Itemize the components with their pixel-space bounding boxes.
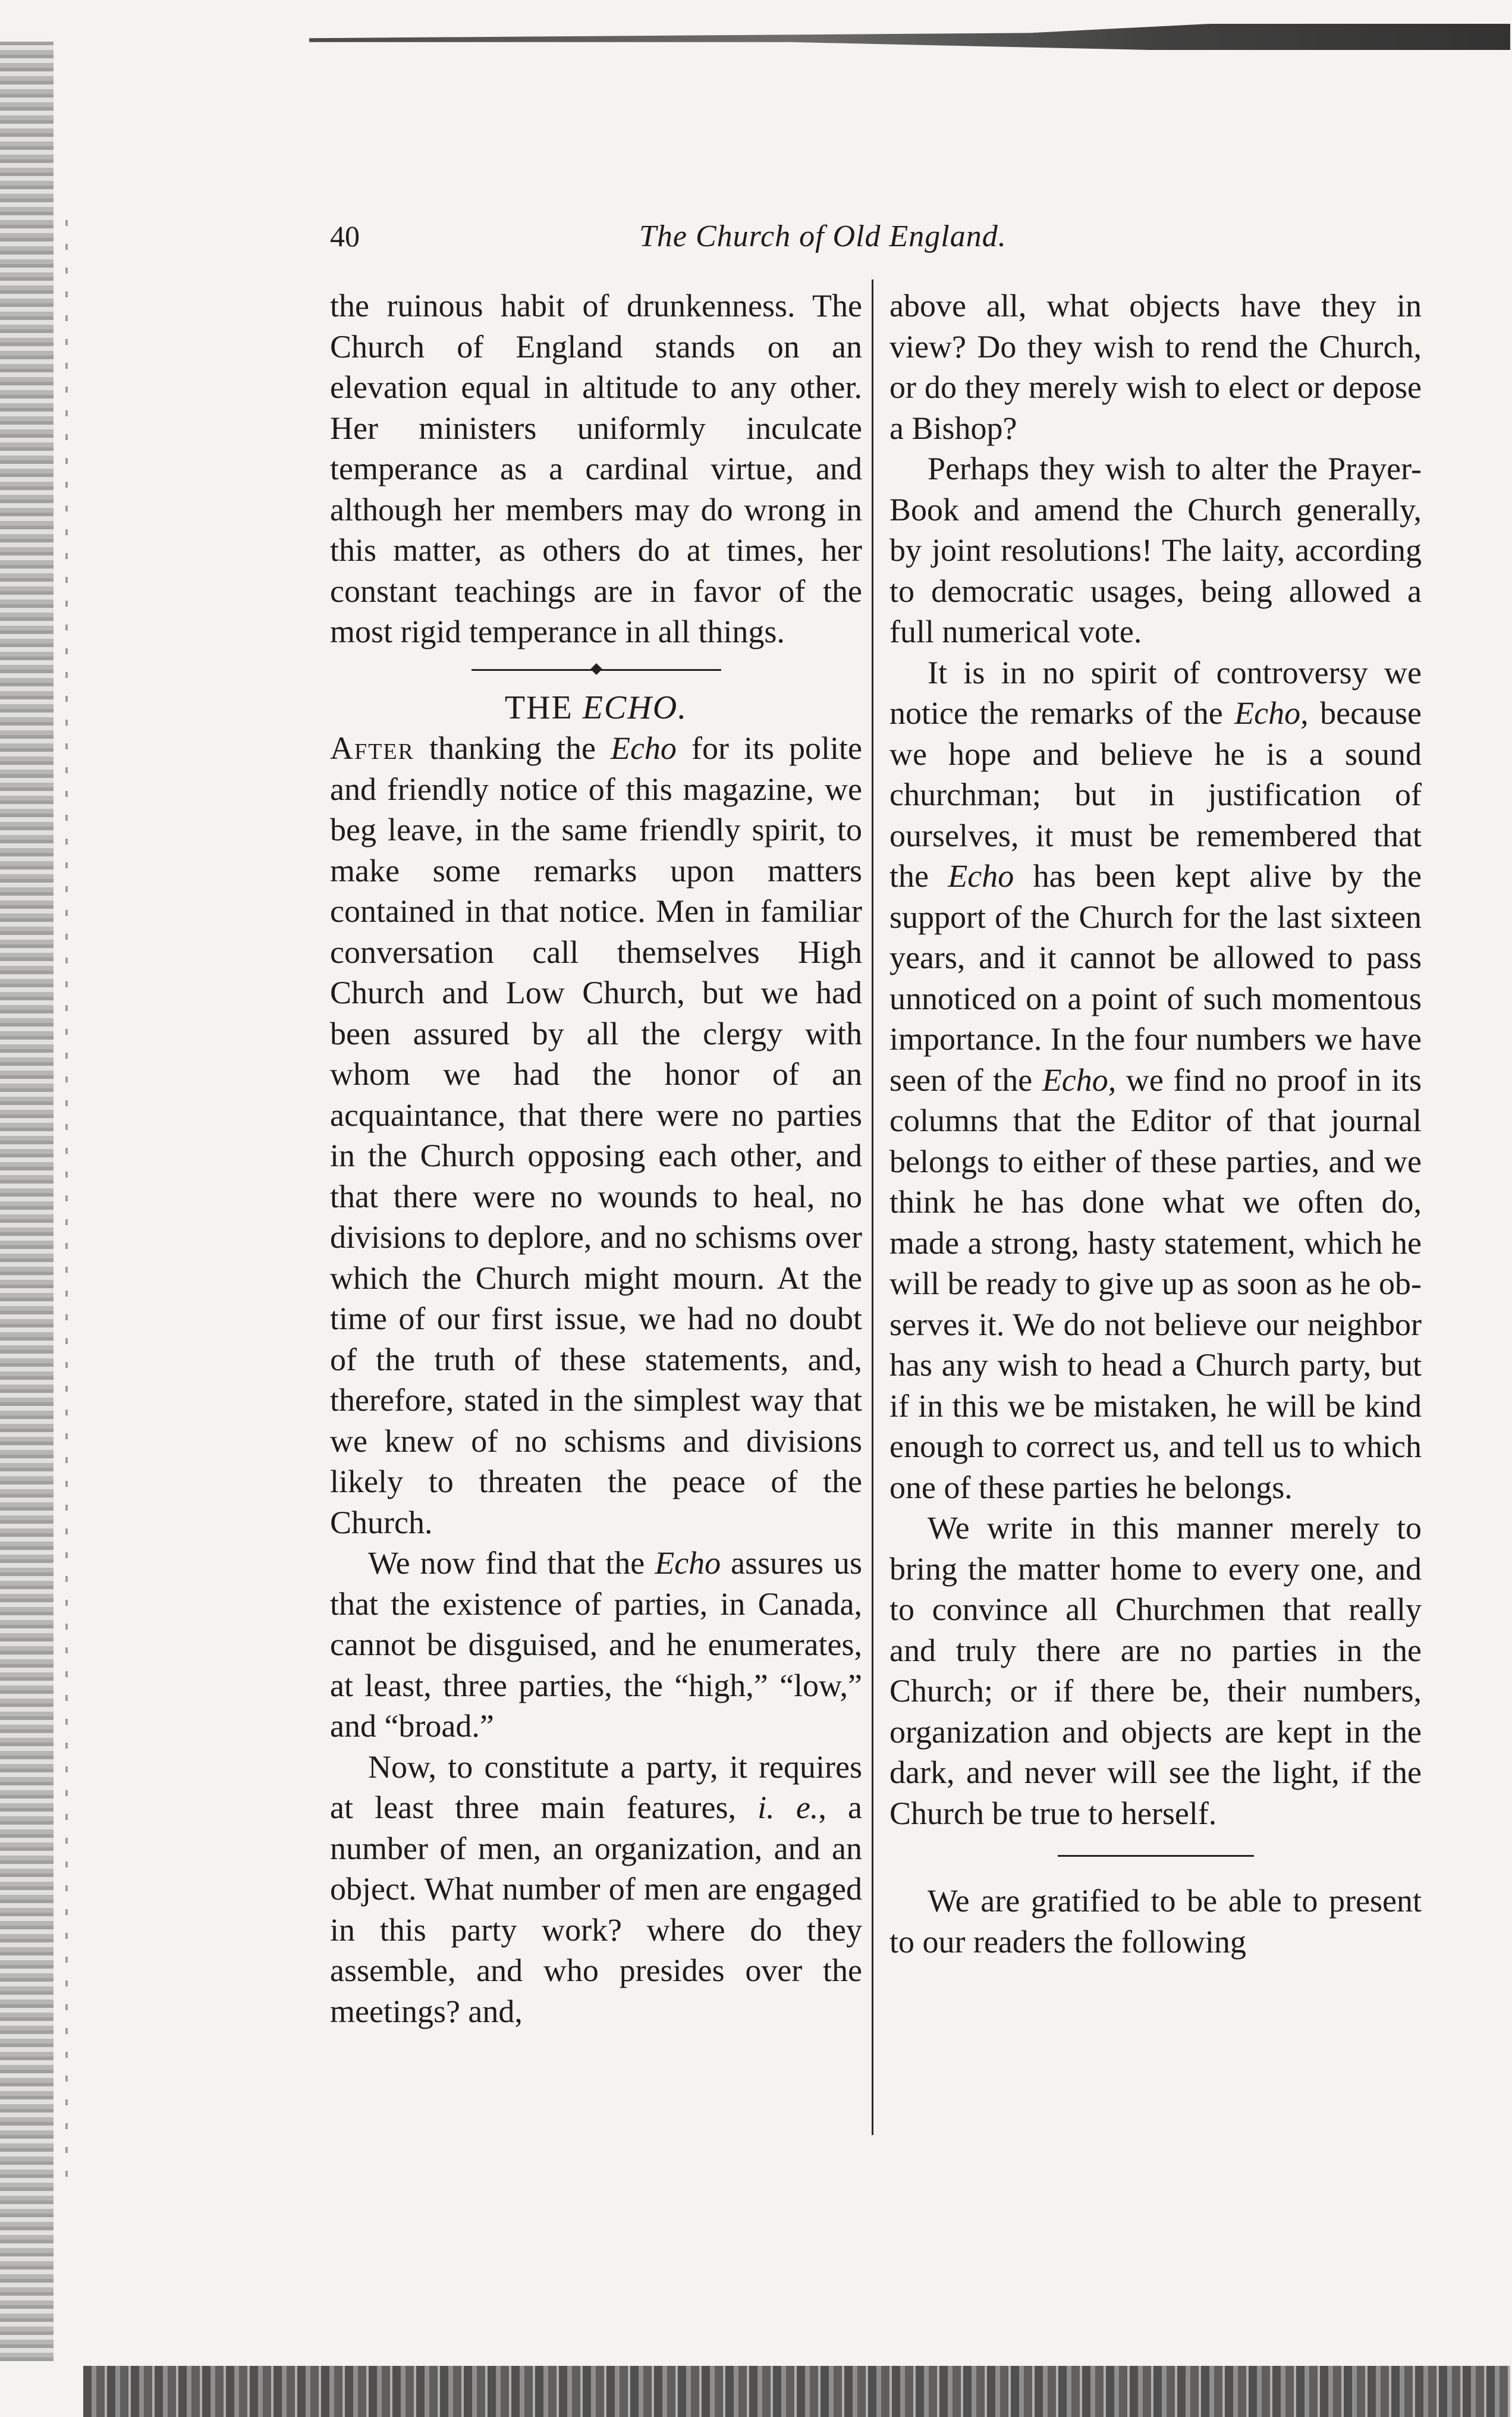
page-number: 40 (330, 219, 360, 253)
section-heading: THE ECHO. (504, 689, 688, 726)
paragraph: We now find that the Echo assures us that the existence of parties, in Canada, cannot be disguised, and he enumerates, at least, three parties, the “high,” “low,” and “broad.” (330, 1545, 862, 1744)
lead-word: After (330, 730, 414, 766)
paragraph: above all, what objects have they in view? Do they wish to rend the Church, or do they merely wish to elect or depose a Bishop? (889, 288, 1422, 446)
paragraph: We are gratified to be able to present to our readers the following (889, 1883, 1422, 1960)
paragraph: the ruinous habit of drunkenness. The Church of England stands on an elevation equal in altitude to any other. Her ministers uniformly inculcate temperance as a cardinal virtue, and although her members may do wrong in this matter, as others do at times, her constant teachings are in favor of the most rigid temperance in all things. (330, 288, 862, 649)
ornament-divider (471, 669, 721, 671)
column-divider (872, 280, 873, 2135)
left-column (330, 285, 862, 2032)
running-title: The Church of Old England. (639, 219, 1007, 253)
paragraph: It is in no spirit of controversy we notice the remarks of the Echo, because we hope and believe he is a sound churchman; but in justification of ourselves, it must be remembered that the Echo has been kept alive by the support of the Church for the last sixteen years, and it cannot be allowed to pass unnoticed on a point of such momentous importance. In the four numbers we have seen of the Echo, we find no proof in its columns that the Editor of that journal belongs to either of these parties, and we think he has done what we often do, made a strong, hasty statement, which he will be ready to give up as soon as he observes it. We do not believe our neighbor has any wish to head a Church party, but if in this we be mistaken, he will be kind enough to correct us, and tell us to which one of these parties he belongs. (889, 654, 1422, 1505)
page-header (330, 219, 1424, 266)
scan-border-left (0, 42, 54, 2361)
paragraph: We write in this manner merely to bring the matter home to every one, and to convince all Churchmen that really and truly there are no parties in the Church; or if there be, their numbers, organization and objects are kept in the dark, and never will see the light, if the Church be true to herself. (889, 1510, 1422, 1831)
section-divider (1058, 1855, 1254, 1857)
scan-border-bottom (83, 2366, 1510, 2417)
paragraph: After thanking the Echo for its polite and friendly notice of this magazine, we beg leave, in the same friendly spirit, to make some remarks upon matters contained in that notice. Men in familiar conversation call themselves High Church and Low Church, but we had been assured by all the clergy with whom we had the honor of an acquaintance, that there were no parties in the Church opposing each other, and that there were no wounds to heal, no divisions to deplore, and no schisms over which the Church might mourn. At the time of our first issue, we had no doubt of the truth of these statements, and, therefore, stated in the simplest way that we knew of no schisms and divisions likely to threaten the peace of the Church. (330, 730, 862, 1540)
scan-border-top (309, 24, 1510, 50)
right-column (889, 285, 1422, 1962)
paragraph: Perhaps they wish to alter the Prayer-Book and amend the Church generally, by joint resolutions! The laity, according to democratic usages, being allowed a full numerical vote. (889, 451, 1422, 649)
paragraph: Now, to constitute a party, it requires at least three main features, i. e., a number of men, an organization, and an object. What number of men are engaged in this party work? where do they assemble, and who presides over the meetings? and, (330, 1749, 862, 2029)
